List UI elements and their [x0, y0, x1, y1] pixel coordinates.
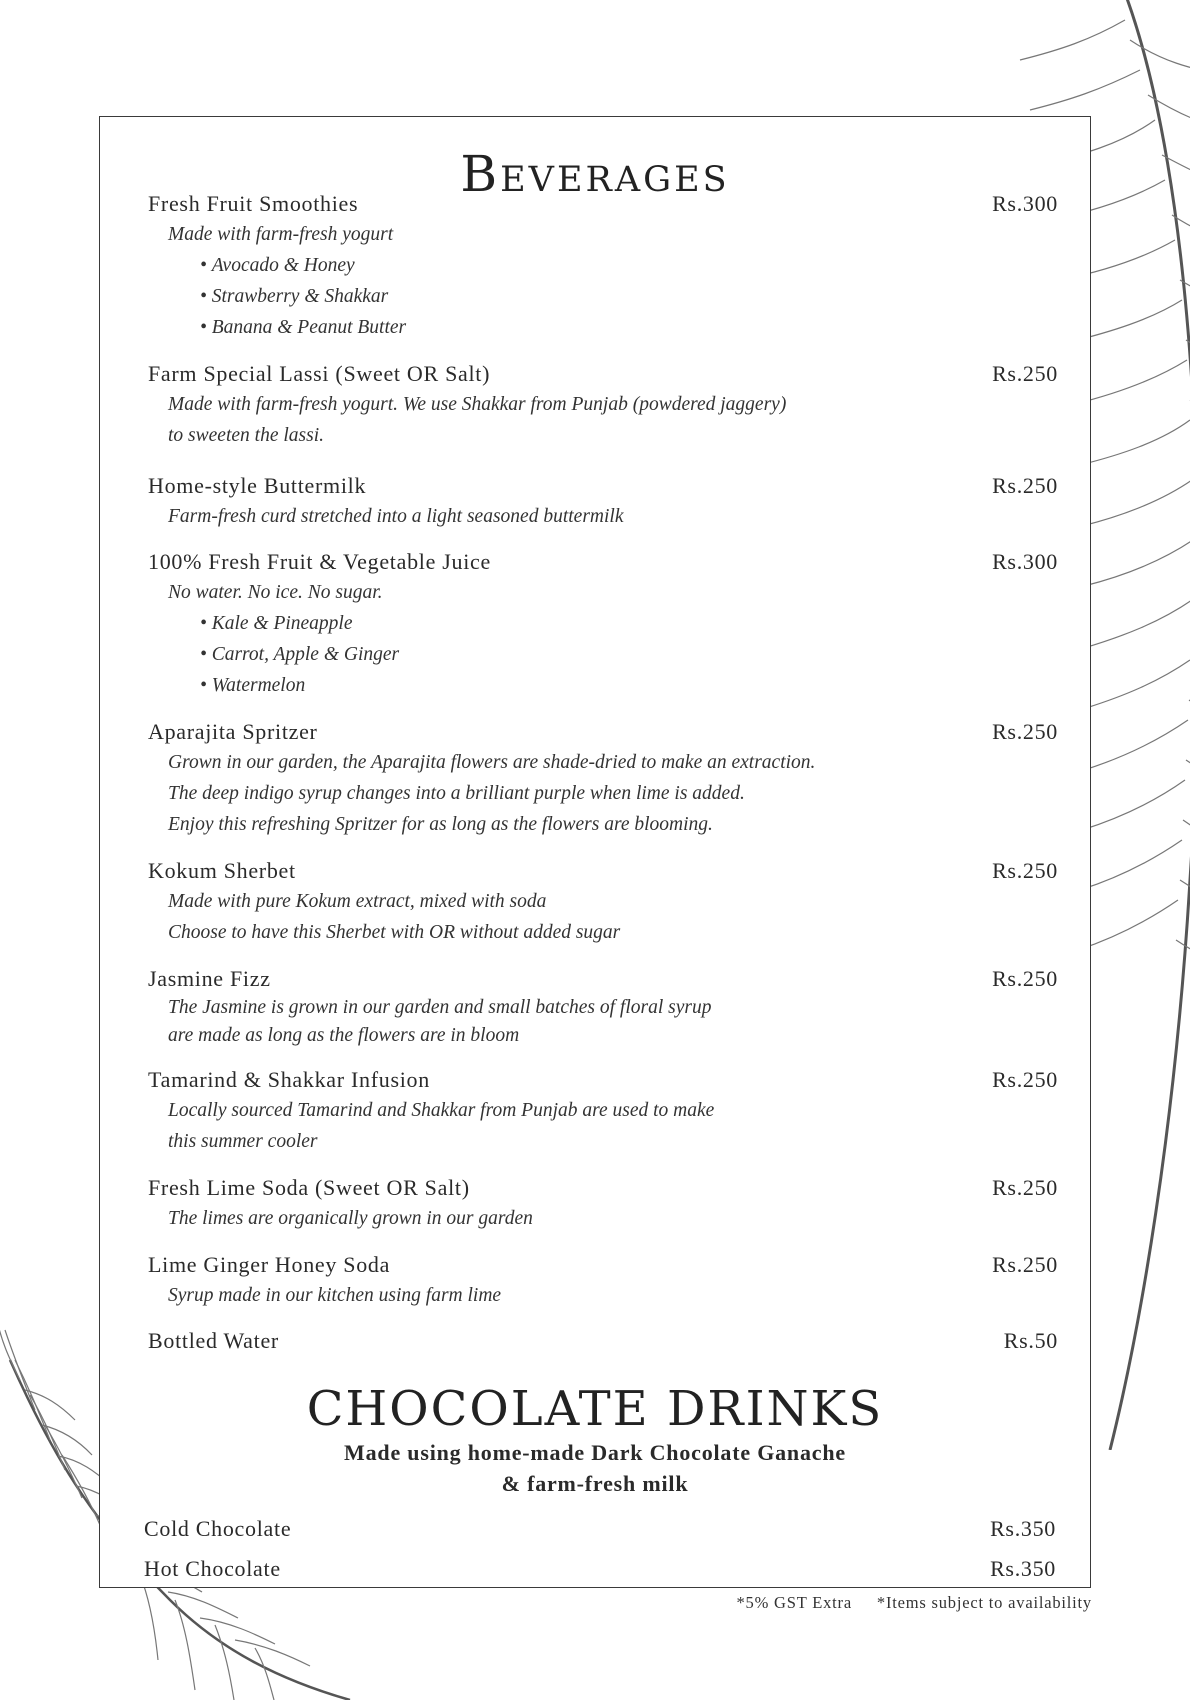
item-description: The deep indigo syrup changes into a brilliant purple when lime is added. [168, 783, 745, 804]
item-name: 100% Fresh Fruit & Vegetable Juice [148, 549, 491, 574]
menu-item [148, 1250, 1058, 1311]
item-description: Locally sourced Tamarind and Shakkar from Punjab are used to make [168, 1100, 715, 1121]
gst-note: *5% GST Extra [736, 1593, 852, 1612]
beverages-title: Beverages [460, 145, 730, 203]
item-option: • Watermelon [200, 670, 1048, 701]
item-option: • Avocado & Honey [200, 250, 1048, 281]
item-description: Enjoy this refreshing Spritzer for as long as the flowers are blooming. [168, 814, 713, 835]
item-option: • Carrot, Apple & Ginger [200, 639, 1048, 670]
item-price: Rs.250 [992, 966, 1058, 991]
item-price: Rs.300 [992, 191, 1058, 216]
menu-item [148, 547, 1058, 701]
item-price: Rs.250 [992, 1175, 1058, 1200]
item-name: Hot Chocolate [144, 1556, 281, 1581]
item-description: Made with farm-fresh yogurt. We use Shakkar from Punjab (powdered jaggery) [168, 394, 787, 415]
footer-notes [736, 1593, 1092, 1613]
item-price: Rs.250 [992, 858, 1058, 883]
menu-card [99, 116, 1091, 1588]
item-description: to sweeten the lassi. [168, 425, 324, 446]
item-price: Rs.300 [992, 549, 1058, 574]
item-description: Choose to have this Sherbet with OR without added sugar [168, 922, 621, 943]
item-option: • Banana & Peanut Butter [200, 312, 1048, 343]
item-name: Farm Special Lassi (Sweet OR Salt) [148, 361, 491, 386]
item-description: The limes are organically grown in our garden [168, 1208, 533, 1229]
chocolate-subtitle: & farm-fresh milk [501, 1471, 689, 1496]
item-description: No water. No ice. No sugar. [168, 582, 383, 603]
item-name: Fresh Lime Soda (Sweet OR Salt) [148, 1175, 470, 1200]
item-name: Aparajita Spritzer [148, 719, 318, 744]
item-price: Rs.250 [992, 473, 1058, 498]
item-description: Syrup made in our kitchen using farm lime [168, 1285, 502, 1306]
item-name: Cold Chocolate [144, 1516, 292, 1541]
menu-item [148, 471, 1058, 532]
item-option: • Strawberry & Shakkar [200, 281, 1048, 312]
availability-note: *Items subject to availability [876, 1593, 1092, 1612]
item-price: Rs.250 [992, 719, 1058, 744]
item-description: The Jasmine is grown in our garden and small batches of floral syrup [168, 997, 712, 1018]
item-description: Farm-fresh curd stretched into a light seasoned buttermilk [168, 506, 624, 527]
item-name: Jasmine Fizz [148, 966, 271, 991]
menu-item [148, 1065, 1058, 1157]
item-description: Grown in our garden, the Aparajita flowers are shade-dried to make an extraction. [168, 752, 816, 773]
menu-item [148, 964, 1058, 1050]
item-price: Rs.50 [1003, 1328, 1058, 1353]
chocolate-drinks-title: CHOCOLATE DRINKS [306, 1381, 884, 1437]
item-price: Rs.350 [990, 1556, 1056, 1581]
item-option: • Kale & Pineapple [200, 608, 1048, 639]
menu-item [148, 1326, 1058, 1356]
item-name: Lime Ginger Honey Soda [148, 1252, 391, 1277]
menu-item [148, 1173, 1058, 1234]
item-name: Kokum Sherbet [148, 858, 296, 883]
item-price: Rs.250 [992, 1067, 1058, 1092]
item-price: Rs.350 [990, 1516, 1056, 1541]
menu-item [148, 856, 1058, 948]
item-name: Tamarind & Shakkar Infusion [148, 1067, 430, 1092]
item-name: Fresh Fruit Smoothies [148, 191, 359, 216]
menu-item [144, 1554, 1056, 1584]
item-description: Made with farm-fresh yogurt [168, 224, 394, 245]
item-description: this summer cooler [168, 1131, 318, 1152]
menu-item [148, 359, 1058, 451]
menu-item [144, 1514, 1056, 1544]
item-description: Made with pure Kokum extract, mixed with soda [168, 891, 547, 912]
item-name: Home-style Buttermilk [148, 473, 367, 498]
item-price: Rs.250 [992, 1252, 1058, 1277]
item-name: Bottled Water [148, 1328, 279, 1353]
item-price: Rs.250 [992, 361, 1058, 386]
chocolate-subtitle: Made using home-made Dark Chocolate Ganache [344, 1440, 846, 1465]
menu-item [148, 717, 1058, 840]
item-description: are made as long as the flowers are in bloom [168, 1025, 520, 1046]
menu-item [148, 189, 1058, 343]
